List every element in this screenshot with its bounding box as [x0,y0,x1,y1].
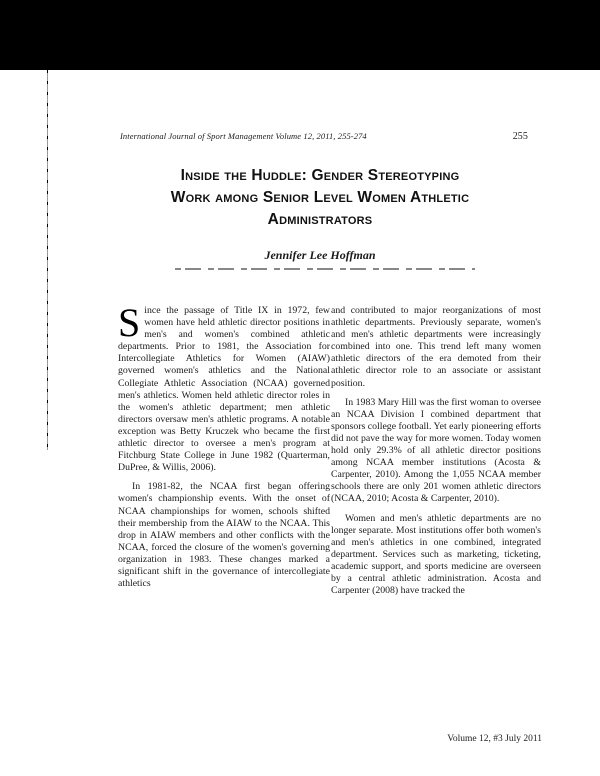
title-separator [175,268,475,270]
paragraph-2: In 1981-82, the NCAA first began offering women's championship events. With the onset of NCAA championships for women, schools shifted their membership from the AIAW to the NCAA. This drop in AIAW members and other conflicts with the NCAA, forced the closure of the women's governing organization in 1983. These changes marked a significant shift in the governance of intercollegiate athletics [118,481,330,590]
scan-top-bar [0,0,600,70]
paragraph-1-text: ince the passage of Title IX in 1972, few women have held athletic director positions in men's and women's combined athletic departments. Prior to 1981, the Association for Intercollegiate Athletics for Women (AIAW) governed women's athletics and the National Collegiate Athletic Association (NCAA) governed men's athletics. Women held athletic director roles in the women's athletic department; men athletic directors oversaw men's athletic programs. A notable exception was Betty Kruczek who became the first athletic director to oversee a men's program at Fitchburg State College in June 1982 (Quarterman, DuPree, & Willis, 2006). [118,305,330,474]
issue-footer: Volume 12, #3 July 2011 [447,734,542,744]
paragraph-3: and contributed to major reorganizations of most athletic departments. Previously separate, women's and men's athletic departments were increasingly combined into one. This trend left many women athletic directors of the era demoted from their athletic director role to an associate or assistant position. [331,305,541,389]
article-title [110,165,530,231]
scan-left-margin-marks [47,70,48,450]
paragraph-1 [118,300,330,474]
title-line-2: Work among Senior Level Women Athletic [170,189,470,206]
journal-citation: International Journal of Sport Management Volume 12, 2011, 255-274 [120,131,367,141]
body-column-right [331,305,541,604]
paragraph-4: In 1983 Mary Hill was the first woman to oversee an NCAA Division I combined department that sponsors college football. Yet early pioneering efforts did not pave the way for more women. Today women hold only 29.3% of all athletic director positions among NCAA member institutions (Acosta & Carpenter, 2010). Among the 1,055 NCAA member schools there are only 201 women athletic directors (NCAA, 2010; Acosta & Carpenter, 2010). [331,396,541,505]
body-column-left [118,300,330,597]
running-header [120,130,528,142]
title-line-3: Administrators [267,211,373,228]
title-line-1: Inside the Huddle: Gender Stereotyping [180,167,460,184]
author-name: Jennifer Lee Hoffman [264,248,376,262]
page-number: 255 [512,130,528,142]
paragraph-5: Women and men's athletic departments are no longer separate. Most institutions offer both women's and men's athletics in one combined, integrated department. Services such as marketing, ticketing, academic support, and sports medicine are overseen by a central athletic administration. Acosta and Carpenter (2008) have tracked the [331,512,541,597]
drop-cap: S [118,300,141,345]
